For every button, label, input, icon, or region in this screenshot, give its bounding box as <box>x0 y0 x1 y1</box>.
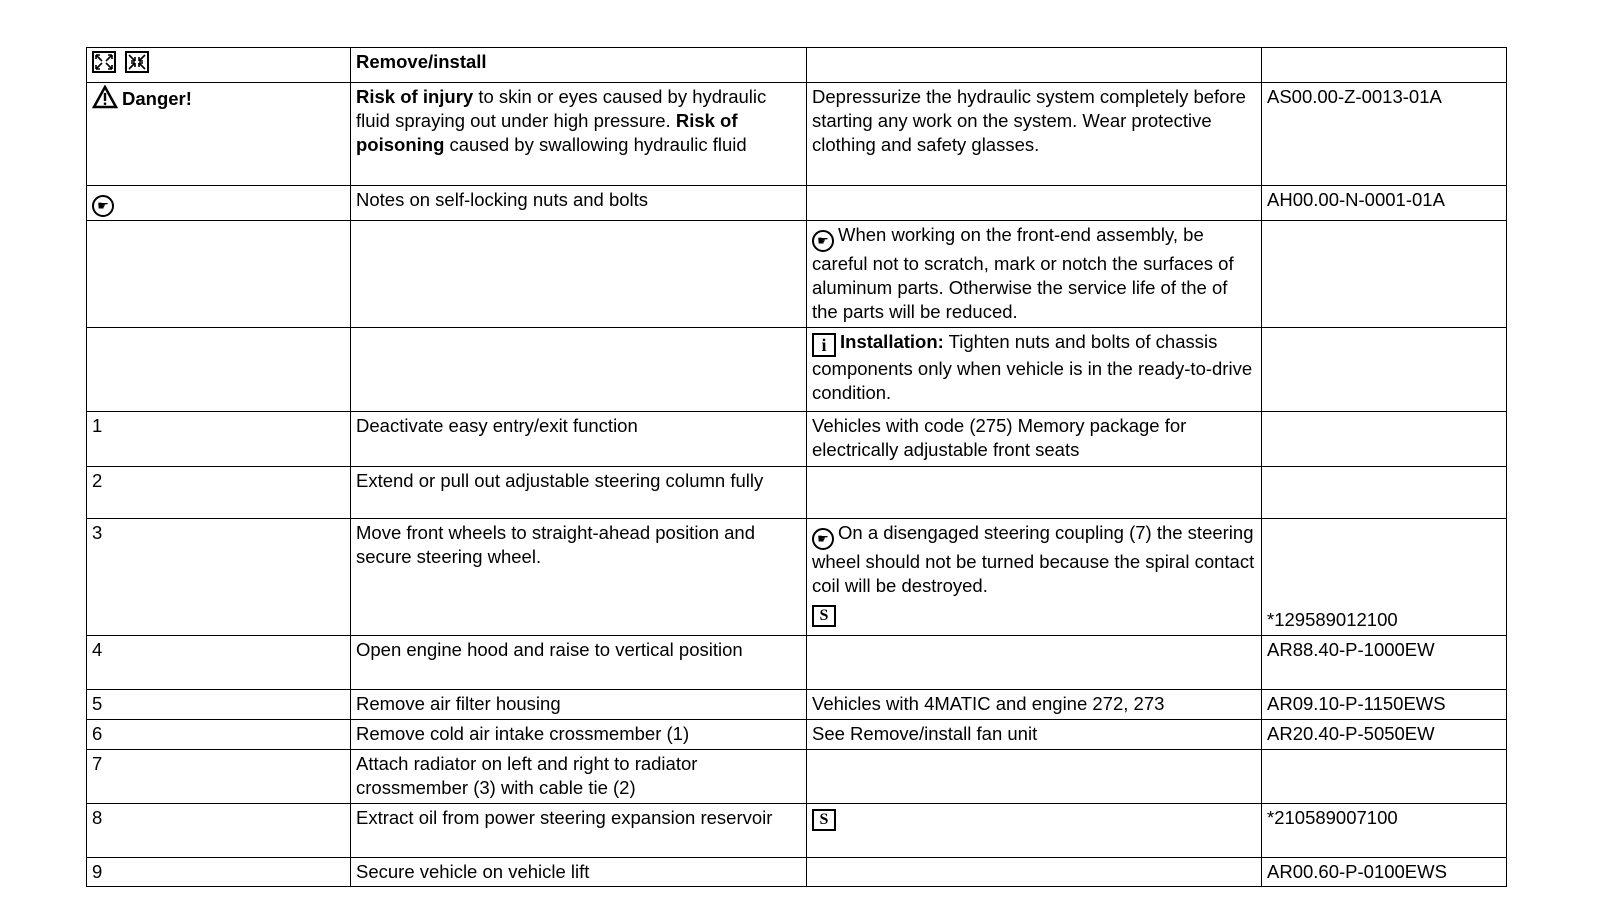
step-row <box>87 858 1507 887</box>
step-text: Remove cold air intake crossmember (1) <box>351 720 807 750</box>
nuts-icon-cell <box>87 186 351 221</box>
risk-injury-label: Risk of injury <box>356 86 474 107</box>
danger-row <box>87 83 1507 186</box>
step-text: Extract oil from power steering expansion reservoir <box>351 804 807 858</box>
collapse-icon[interactable] <box>125 51 149 73</box>
step-row <box>87 720 1507 750</box>
installation-empty-4 <box>1262 328 1507 412</box>
nuts-text: Notes on self-locking nuts and bolts <box>351 186 807 221</box>
procedure-table <box>86 47 1507 887</box>
step-ref <box>1262 467 1507 519</box>
nuts-ref-link[interactable]: AH00.00-N-0001-01A <box>1262 186 1507 221</box>
risk-poisoning-label: Risk of poisoning <box>356 110 738 155</box>
step-ref-cell <box>1262 519 1507 636</box>
aluminum-empty-1 <box>87 221 351 328</box>
step-ref-link[interactable]: *129589012100 <box>1267 609 1398 630</box>
note-hand-icon: ☛ <box>812 230 834 252</box>
step-number: 6 <box>87 720 351 750</box>
step-note: Vehicles with code (275) Memory package for electrically adjustable front seats <box>807 412 1262 467</box>
step-number: 3 <box>87 519 351 636</box>
aluminum-note-cell <box>807 221 1262 328</box>
step-ref <box>1262 412 1507 467</box>
step-note <box>807 636 1262 690</box>
nuts-row <box>87 186 1507 221</box>
aluminum-empty-4 <box>1262 221 1507 328</box>
step-text: Extend or pull out adjustable steering column fully <box>351 467 807 519</box>
note-hand-icon: ☛ <box>812 528 834 550</box>
step-number: 4 <box>87 636 351 690</box>
step-row <box>87 804 1507 858</box>
step-ref-link[interactable]: AR20.40-P-5050EW <box>1262 720 1507 750</box>
step-note-cell <box>807 804 1262 858</box>
step-text: Remove air filter housing <box>351 690 807 720</box>
special-tool-icon[interactable]: S <box>812 605 836 627</box>
expand-icon[interactable] <box>92 51 116 73</box>
step-number: 5 <box>87 690 351 720</box>
step-ref <box>1262 750 1507 804</box>
header-icons-cell <box>87 48 351 83</box>
step-row <box>87 750 1507 804</box>
step-note: On a disengaged steering coupling (7) the steering wheel should not be turned because the spiral contact coil will be destroyed. <box>812 522 1255 596</box>
step-number: 8 <box>87 804 351 858</box>
risk-injury-text: to skin or eyes caused by hydraulic fluid spraying out under high pressure. <box>356 86 767 131</box>
aluminum-empty-2 <box>351 221 807 328</box>
installation-empty-2 <box>351 328 807 412</box>
step-ref-link[interactable]: AR09.10-P-1150EWS <box>1262 690 1507 720</box>
step-text: Attach radiator on left and right to radiator crossmember (3) with cable tie (2) <box>351 750 807 804</box>
installation-note-cell <box>807 328 1262 412</box>
warning-triangle-icon <box>92 85 118 109</box>
installation-label: Installation: <box>840 331 944 352</box>
step-note <box>807 750 1262 804</box>
step-note <box>807 467 1262 519</box>
step-ref-link[interactable]: AR00.60-P-0100EWS <box>1262 858 1507 887</box>
step-number: 2 <box>87 467 351 519</box>
info-icon: i <box>812 333 836 357</box>
danger-note: Depressurize the hydraulic system completely before starting any work on the system. Wear protective clothing and safety glasses. <box>807 83 1262 186</box>
danger-label-cell <box>87 83 351 186</box>
header-empty-4 <box>1262 48 1507 83</box>
risk-poisoning-text: caused by swallowing hydraulic fluid <box>444 134 747 155</box>
step-row <box>87 519 1507 636</box>
installation-note: Tighten nuts and bolts of chassis components only when vehicle is in the ready-to-drive condition. <box>812 331 1253 403</box>
step-note-cell <box>807 519 1262 636</box>
step-number: 1 <box>87 412 351 467</box>
step-row <box>87 690 1507 720</box>
step-text: Deactivate easy entry/exit function <box>351 412 807 467</box>
step-number: 9 <box>87 858 351 887</box>
aluminum-row <box>87 221 1507 328</box>
step-note: See Remove/install fan unit <box>807 720 1262 750</box>
header-row <box>87 48 1507 83</box>
step-row <box>87 412 1507 467</box>
step-ref-link[interactable]: *210589007100 <box>1262 804 1507 858</box>
installation-row <box>87 328 1507 412</box>
installation-empty-1 <box>87 328 351 412</box>
header-empty-3 <box>807 48 1262 83</box>
special-tool-icon[interactable]: S <box>812 809 836 831</box>
danger-risk-cell <box>351 83 807 186</box>
nuts-note-empty <box>807 186 1262 221</box>
step-text: Open engine hood and raise to vertical position <box>351 636 807 690</box>
step-note: Vehicles with 4MATIC and engine 272, 273 <box>807 690 1262 720</box>
step-number: 7 <box>87 750 351 804</box>
danger-ref-link[interactable]: AS00.00-Z-0013-01A <box>1262 83 1507 186</box>
step-text: Secure vehicle on vehicle lift <box>351 858 807 887</box>
header-title: Remove/install <box>351 48 807 83</box>
step-ref-link[interactable]: AR88.40-P-1000EW <box>1262 636 1507 690</box>
step-note <box>807 858 1262 887</box>
step-row <box>87 636 1507 690</box>
danger-label: Danger! <box>122 88 192 109</box>
note-hand-icon: ☛ <box>92 195 114 217</box>
step-row <box>87 467 1507 519</box>
aluminum-note: When working on the front-end assembly, be careful not to scratch, mark or notch the surfaces of aluminum parts. Otherwise the service life of the of the parts will be reduced. <box>812 224 1234 322</box>
step-text: Move front wheels to straight-ahead position and secure steering wheel. <box>351 519 807 636</box>
